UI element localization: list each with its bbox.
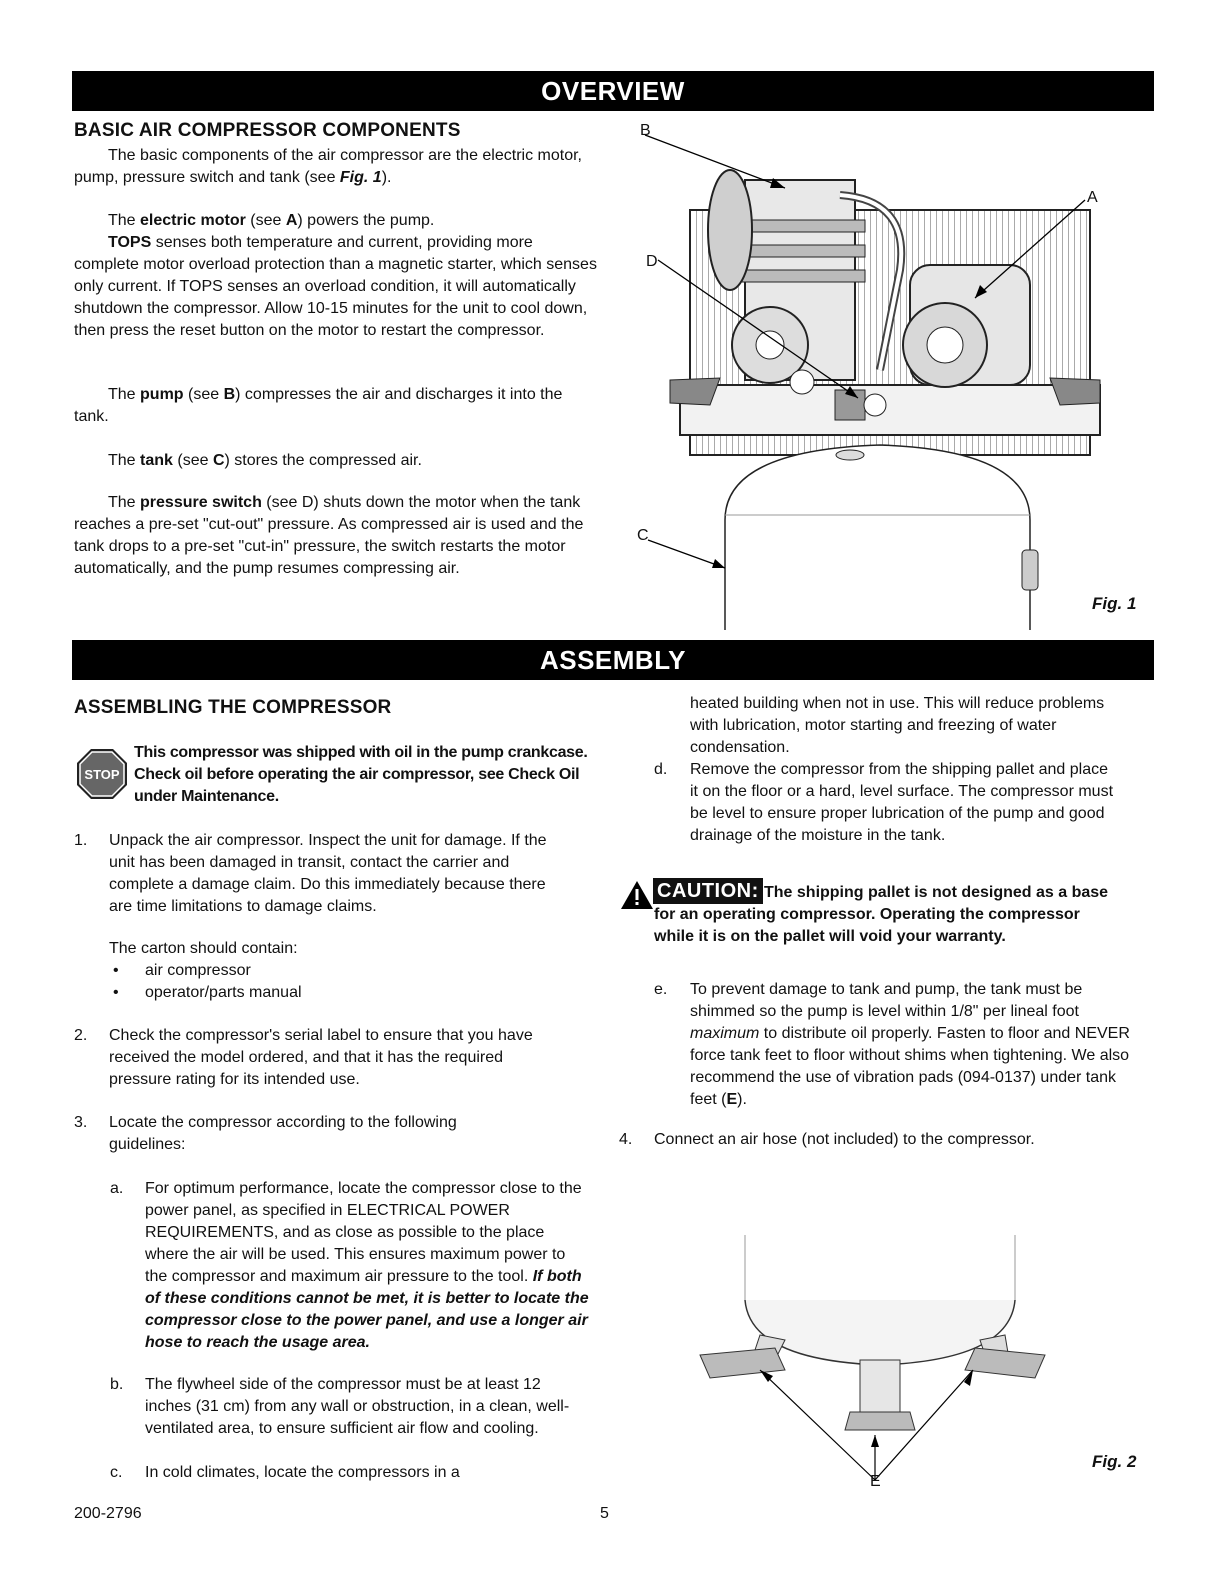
caution-text: The shipping pallet is not designed as a base for an operating compressor. Operating the compressor while it is on the pallet will void your warranty. xyxy=(654,884,1109,945)
fig1-label-b: B xyxy=(640,122,651,139)
carton-intro: The carton should contain: xyxy=(109,940,298,957)
fig1-label-d: D xyxy=(646,253,658,270)
sub-c-text: In cold climates, locate the compressors in a xyxy=(145,1464,460,1481)
step-1-text: Unpack the air compressor. Inspect the unit for damage. If the unit has been damaged in transit, contact the carrier and complete a damage claim. Do this immediately because there are time limitations to damage claims. xyxy=(109,832,547,915)
fig1-caption: Fig. 1 xyxy=(1092,594,1137,613)
carton-item-2: operator/parts manual xyxy=(145,984,302,1001)
sub-b-letter: b. xyxy=(110,1376,124,1393)
warning-triangle-icon xyxy=(620,880,654,910)
assembly-banner: ASSEMBLY xyxy=(72,640,1154,680)
step-2-number: 2. xyxy=(74,1027,88,1044)
overview-heading: BASIC AIR COMPRESSOR COMPONENTS xyxy=(74,120,461,141)
fig2-label-e: E xyxy=(870,1473,881,1490)
step-3-text: Locate the compressor according to the following guidelines: xyxy=(109,1114,457,1153)
footer-page-number: 5 xyxy=(600,1505,609,1522)
carton-item-1: air compressor xyxy=(145,962,251,979)
sub-a-letter: a. xyxy=(110,1180,124,1197)
sub-a-text: For optimum performance, locate the compressor close to the power panel, as specified in ELECTRICAL POWER REQUIREMENTS, and as close as possible to the place where the air will be used. This ensures maximum power to the compressor and maximum air pressure to the tool. If both of these conditions cannot be met, it is better to locate the compressor close to the power panel, and use a longer air hose to reach the usage area. xyxy=(145,1180,589,1351)
sub-e-text: To prevent damage to tank and pump, the tank must be shimmed so the pump is level within 1/8" per lineal foot maximum to distribute oil properly. Fasten to floor and NEVER force tank feet to floor without shims when tightening. We also recommend the use of vibration pads (094-0137) under tank feet (E). xyxy=(690,981,1130,1108)
overview-pressure-switch-paragraph: The pressure switch (see D) shuts down the motor when the tank reaches a pre-set "cut-out" pressure. As compressed air is used and the tank drops to a pre-set "cut-in" pressure, the switch restarts the motor automatically, and the pump resumes compressing air. xyxy=(74,494,584,577)
step-3-number: 3. xyxy=(74,1114,88,1131)
step-2-text: Check the compressor's serial label to ensure that you have received the model ordered, and that it has the required pressure rating for its intended use. xyxy=(109,1027,533,1088)
fig1-label-a: A xyxy=(1087,189,1098,206)
overview-pump-paragraph: The pump (see B) compresses the air and discharges it into the tank. xyxy=(74,386,563,425)
overview-tank-paragraph: The tank (see C) stores the compressed air. xyxy=(108,452,422,469)
sub-b-text: The flywheel side of the compressor must be at least 12 inches (31 cm) from any wall or obstruction, in a clean, well-ventilated area, to ensure sufficient air flow and cooling. xyxy=(145,1376,570,1437)
carton-bullet-1: • xyxy=(113,962,119,979)
stop-icon xyxy=(76,748,128,800)
stop-icon-text: STOP xyxy=(84,767,120,782)
stop-notice: This compressor was shipped with oil in the pump crankcase. Check oil before operating the air compressor, see Check Oil under Maintenance. xyxy=(134,744,588,805)
overview-motor-paragraph: The electric motor (see A) powers the pump. xyxy=(108,212,435,229)
carton-bullet-2: • xyxy=(113,984,119,1001)
figure-2-tank-feet-illustration xyxy=(690,1230,1070,1495)
caution-label: CAUTION: xyxy=(653,878,763,904)
assembly-heading: ASSEMBLING THE COMPRESSOR xyxy=(74,697,392,718)
step-1-number: 1. xyxy=(74,832,88,849)
fig1-label-c: C xyxy=(637,527,649,544)
overview-banner: OVERVIEW xyxy=(72,71,1154,111)
overview-intro: The basic components of the air compressor are the electric motor, pump, pressure switch and tank (see Fig. 1). xyxy=(74,147,582,186)
footer-doc-number: 200-2796 xyxy=(74,1505,142,1522)
sub-d-text: Remove the compressor from the shipping pallet and place it on the floor or a hard, level surface. The compressor must be level to ensure proper lubrication of the pump and good drainage of the moisture in the tank. xyxy=(690,761,1114,844)
sub-c-letter: c. xyxy=(110,1464,123,1481)
figure-1-compressor-illustration xyxy=(630,120,1150,635)
step-4-text: Connect an air hose (not included) to the compressor. xyxy=(654,1131,1035,1148)
sub-e-letter: e. xyxy=(654,981,668,998)
sub-c-continued: heated building when not in use. This will reduce problems with lubrication, motor starting and freezing of water condensation. xyxy=(690,695,1105,756)
overview-tops-paragraph: TOPS senses both temperature and current, providing more complete motor overload protection than a magnetic starter, which senses only current. If TOPS senses an overload condition, it will automatically shutdown the compressor. Allow 10-15 minutes for the unit to cool down, then press the reset button on the motor to restart the compressor. xyxy=(74,234,597,339)
sub-d-letter: d. xyxy=(654,761,668,778)
step-4-number: 4. xyxy=(619,1131,633,1148)
fig2-caption: Fig. 2 xyxy=(1092,1452,1137,1471)
